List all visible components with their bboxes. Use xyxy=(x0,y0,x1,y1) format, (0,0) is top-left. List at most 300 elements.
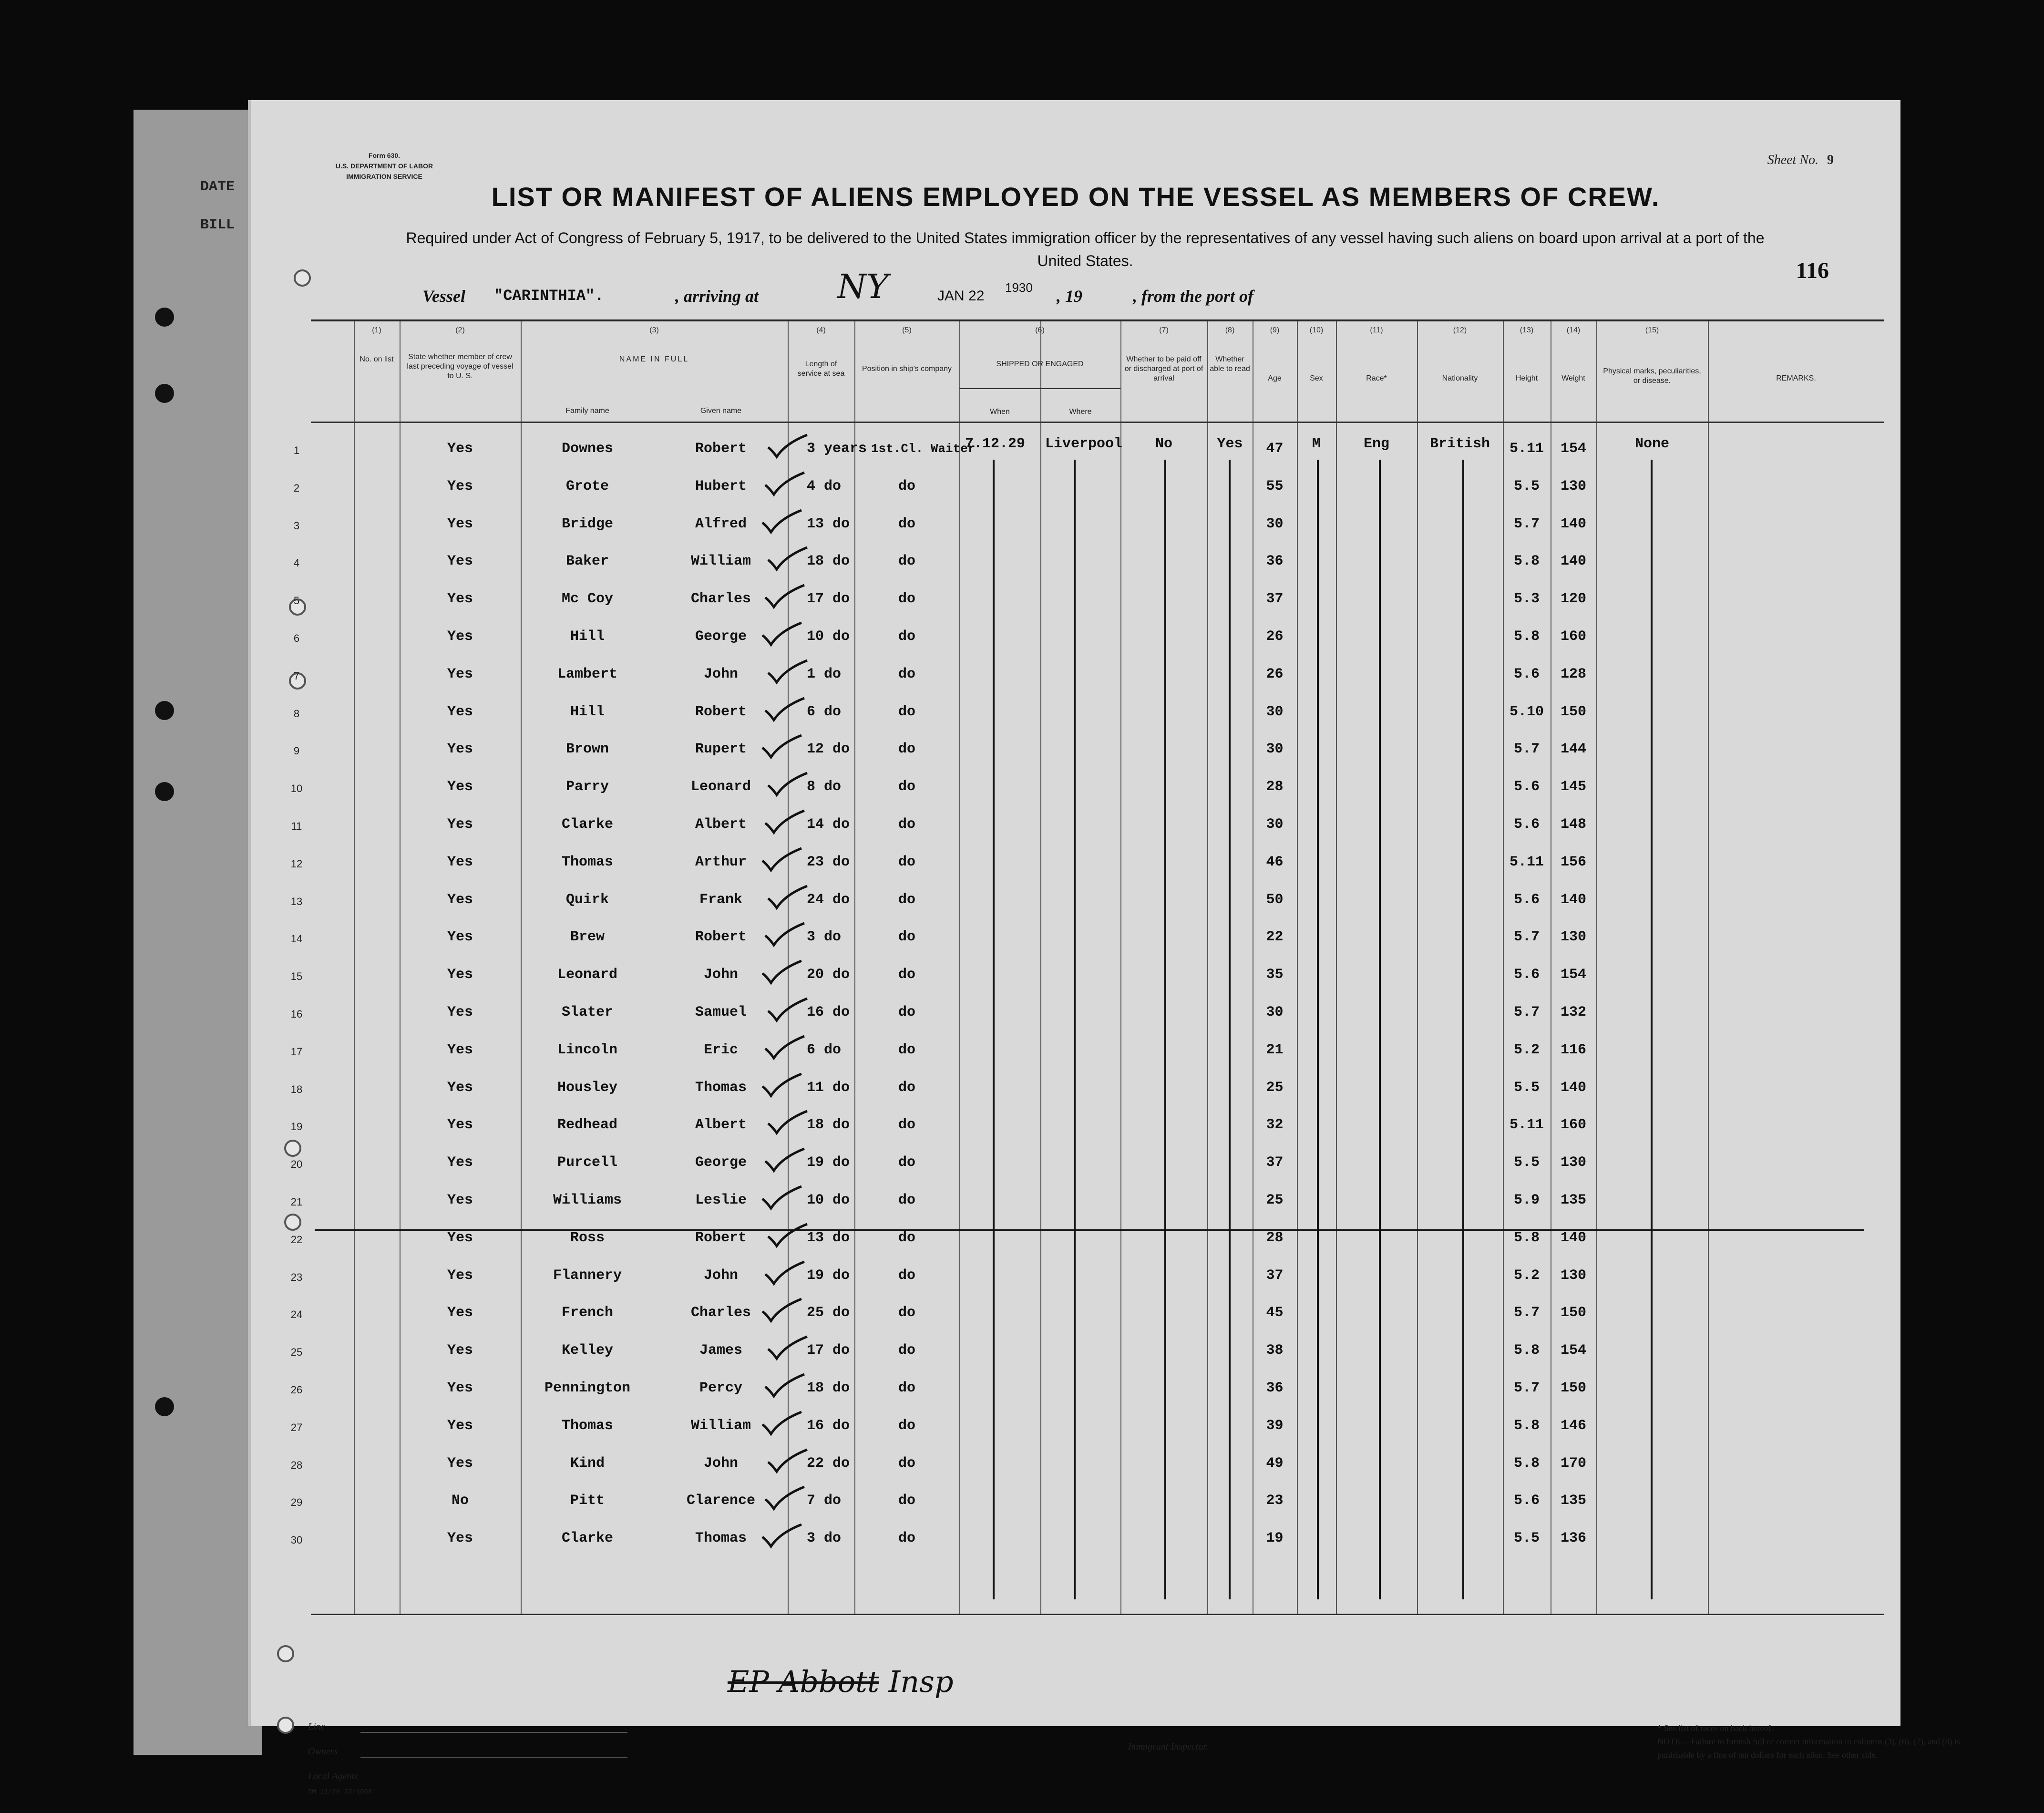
col-header-name: NAME IN FULL xyxy=(619,355,689,363)
cell-family: Williams xyxy=(553,1192,622,1208)
cell-service: 8 do xyxy=(807,779,842,795)
owners-label: Owners xyxy=(308,1746,338,1757)
cell-height: 5.8 xyxy=(1513,1342,1540,1359)
cell-given: Robert xyxy=(695,703,747,720)
table-row xyxy=(290,922,1884,959)
table-row xyxy=(293,734,1884,772)
col-num-11: (11) xyxy=(1370,326,1383,334)
row-number: 6 xyxy=(293,632,300,644)
cell-age: 37 xyxy=(1266,1154,1284,1171)
checkmark-icon xyxy=(760,1522,803,1550)
col-header-read: Whether able to read xyxy=(1210,355,1250,373)
cell-height: 5.2 xyxy=(1513,1267,1540,1284)
cell-weight: 150 xyxy=(1560,703,1586,720)
cell-age: 37 xyxy=(1266,591,1284,608)
cell-height: 5.6 xyxy=(1513,816,1540,833)
cell-given: John xyxy=(703,1267,738,1284)
cell-crew: Yes xyxy=(447,1530,473,1547)
cell-age: 21 xyxy=(1266,1041,1284,1058)
cell-age: 28 xyxy=(1266,779,1284,795)
cell-height: 5.8 xyxy=(1513,628,1540,645)
cell-crew: Yes xyxy=(447,741,473,758)
cell-given: Frank xyxy=(699,891,742,908)
cell-position: do xyxy=(898,891,915,908)
ditto-line xyxy=(1229,460,1231,1599)
cell-crew: Yes xyxy=(447,1041,473,1058)
cell-height: 5.5 xyxy=(1513,1154,1540,1171)
cell-service: 3 years xyxy=(807,441,867,457)
cell-crew: Yes xyxy=(447,478,473,494)
cell-given: Thomas xyxy=(695,1530,747,1547)
header-rule xyxy=(311,422,1884,423)
punch-hole xyxy=(155,782,174,801)
cell-family: Redhead xyxy=(557,1117,618,1133)
cell-crew: Yes xyxy=(447,1455,473,1472)
checkmark-icon xyxy=(760,507,803,536)
cell-crew: Yes xyxy=(447,1192,473,1208)
cell-age: 49 xyxy=(1266,1455,1284,1472)
cell-position: do xyxy=(898,1417,915,1434)
table-row xyxy=(290,1486,1884,1523)
binder-ring xyxy=(277,1645,294,1662)
cell-weight: 146 xyxy=(1560,1417,1586,1434)
col-num-4: (4) xyxy=(816,326,826,334)
cell-given: Leonard xyxy=(690,779,751,795)
cell-family: Brew xyxy=(570,929,605,946)
row-number: 11 xyxy=(291,820,302,832)
cell-weight: 140 xyxy=(1560,1079,1586,1096)
col-header-crew: State whether member of crew last preceding voyage of vessel to U. S. xyxy=(407,353,514,380)
cell-height: 5.7 xyxy=(1513,1305,1540,1321)
underlying-sheet xyxy=(134,110,262,1755)
cell-service: 18 do xyxy=(807,553,850,570)
cell-service: 19 do xyxy=(807,1154,850,1171)
cell-crew: Yes xyxy=(447,1004,473,1020)
cell-service: 19 do xyxy=(807,1267,850,1284)
row-number: 16 xyxy=(290,1008,303,1020)
page-subtitle: Required under Act of Congress of February 5, 1917, to be delivered to the United States immigration officer by the representatives of any vessel having such aliens on board upon arrival at a port of the United States. xyxy=(406,229,1765,269)
cell-weight: 156 xyxy=(1560,854,1586,870)
cell-weight: 154 xyxy=(1560,967,1586,983)
checkmark-icon xyxy=(763,470,806,498)
row-number: 4 xyxy=(293,557,300,569)
checkmark-icon xyxy=(766,658,809,686)
cell-weight: 132 xyxy=(1560,1004,1586,1020)
cell-weight: 150 xyxy=(1560,1305,1586,1321)
table-row xyxy=(290,1148,1884,1185)
cell-weight: 154 xyxy=(1560,441,1586,457)
table-row xyxy=(290,1073,1884,1110)
cell-given: John xyxy=(703,1455,738,1472)
cell-crew: Yes xyxy=(447,703,473,720)
cell-height: 5.8 xyxy=(1513,1417,1540,1434)
cell-weight: 140 xyxy=(1560,891,1586,908)
cell-height: 5.7 xyxy=(1513,929,1540,946)
cell-service: 4 do xyxy=(807,478,842,494)
cell-weight: 136 xyxy=(1560,1530,1586,1547)
cell-family: Quirk xyxy=(565,891,609,908)
notes xyxy=(1657,1721,1962,1761)
cell-family: Housley xyxy=(557,1079,618,1096)
checkmark-icon xyxy=(760,732,803,761)
cell-service: 10 do xyxy=(807,628,850,645)
punch-hole xyxy=(155,1397,174,1416)
table-row xyxy=(290,1035,1884,1072)
row-number: 13 xyxy=(290,895,303,907)
checkmark-icon xyxy=(766,545,809,573)
cell-family: Thomas xyxy=(561,854,614,870)
race: Eng xyxy=(1363,436,1389,452)
nationality: British xyxy=(1429,436,1490,452)
cell-crew: Yes xyxy=(447,854,473,870)
col-num-9: (9) xyxy=(1270,326,1280,334)
cell-age: 45 xyxy=(1266,1305,1284,1321)
checkmark-icon xyxy=(760,620,803,649)
checkmark-icon xyxy=(766,1221,809,1250)
sex: M xyxy=(1312,436,1321,452)
cell-weight: 170 xyxy=(1560,1455,1586,1472)
cell-service: 13 do xyxy=(807,1229,850,1246)
cell-family: Slater xyxy=(561,1004,614,1020)
checkmark-icon xyxy=(760,1296,803,1325)
row-number: 29 xyxy=(290,1496,303,1509)
cell-weight: 160 xyxy=(1560,1117,1586,1133)
cell-crew: Yes xyxy=(447,666,473,682)
table-row xyxy=(293,659,1884,697)
cell-family: Clarke xyxy=(561,816,614,833)
col-header-remarks: REMARKS. xyxy=(1776,374,1816,382)
cell-weight: 120 xyxy=(1560,591,1586,608)
row-number: 27 xyxy=(290,1421,303,1433)
cell-family: Brown xyxy=(565,741,609,758)
crew-table xyxy=(290,319,1884,1615)
cell-height: 5.11 xyxy=(1509,1117,1544,1133)
shipped-where: Liverpool xyxy=(1045,436,1123,452)
col-header-given: Given name xyxy=(700,407,742,415)
col-num-12: (12) xyxy=(1453,326,1467,334)
cell-service: 10 do xyxy=(807,1192,850,1208)
cell-service: 18 do xyxy=(807,1380,850,1396)
cell-service: 3 do xyxy=(807,929,842,946)
table-row xyxy=(290,885,1884,922)
cell-age: 25 xyxy=(1266,1079,1284,1096)
cell-crew: Yes xyxy=(447,1380,473,1396)
cell-age: 26 xyxy=(1266,666,1284,682)
cell-position: do xyxy=(898,1229,915,1246)
table-row xyxy=(290,1110,1884,1147)
checkmark-icon xyxy=(760,958,803,987)
cell-height: 5.6 xyxy=(1513,666,1540,682)
cell-family: Lambert xyxy=(557,666,618,682)
physical-marks: None xyxy=(1634,436,1669,452)
line-rule xyxy=(360,1732,627,1733)
table-row xyxy=(290,1261,1884,1298)
cell-crew: No xyxy=(451,1493,469,1509)
checkmark-icon xyxy=(763,1033,806,1062)
cell-crew: Yes xyxy=(447,628,473,645)
cell-family: Hill xyxy=(570,703,605,720)
table-row xyxy=(290,1373,1884,1411)
form-number: Form 630. xyxy=(368,152,401,159)
col-header-where: Where xyxy=(1069,408,1092,416)
cell-family: Leonard xyxy=(557,967,618,983)
row-number: 8 xyxy=(293,707,300,720)
col-num-13: (13) xyxy=(1520,326,1534,334)
row-number: 3 xyxy=(293,519,300,532)
table-row xyxy=(290,1524,1884,1561)
col-header-age: Age xyxy=(1268,374,1282,382)
cell-given: Albert xyxy=(695,1117,747,1133)
sheet-number-label xyxy=(1767,153,1834,168)
cell-family: Lincoln xyxy=(557,1041,618,1058)
cell-given: Leslie xyxy=(695,1192,747,1208)
cell-position: do xyxy=(898,1267,915,1284)
checkmark-icon xyxy=(766,1334,809,1362)
cell-height: 5.8 xyxy=(1513,553,1540,570)
checkmark-icon xyxy=(763,808,806,836)
cell-weight: 140 xyxy=(1560,553,1586,570)
col-header-when: When xyxy=(990,408,1010,416)
cell-crew: Yes xyxy=(447,929,473,946)
punch-hole xyxy=(155,308,174,327)
cell-age: 39 xyxy=(1266,1417,1284,1434)
cell-crew: Yes xyxy=(447,779,473,795)
fine-note: NOTE.—Failure to furnish full or correct information in columns (3), (6), (7), and (8) is punishable by a fine of ten dollars for each alien. See other side. xyxy=(1657,1737,1960,1760)
row-number: 26 xyxy=(290,1384,303,1396)
checkmark-icon xyxy=(763,1484,806,1513)
edge-text-bill: BILL xyxy=(200,217,235,233)
cell-service: 11 do xyxy=(807,1079,850,1096)
table-row xyxy=(293,622,1884,659)
cell-age: 28 xyxy=(1266,1229,1284,1246)
cell-age: 22 xyxy=(1266,929,1284,946)
cell-height: 5.8 xyxy=(1513,1455,1540,1472)
cell-weight: 116 xyxy=(1560,1041,1586,1058)
row-number: 23 xyxy=(290,1271,303,1283)
binder-ring xyxy=(294,269,311,287)
cell-crew: Yes xyxy=(447,1417,473,1434)
cell-crew: Yes xyxy=(447,891,473,908)
checkmark-icon xyxy=(766,1447,809,1475)
cell-family: Kind xyxy=(570,1455,605,1472)
col-header-sex: Sex xyxy=(1310,374,1323,382)
checkmark-icon xyxy=(766,996,809,1024)
checkmark-icon xyxy=(760,1184,803,1212)
cell-weight: 154 xyxy=(1560,1342,1586,1359)
cell-given: Charles xyxy=(690,591,751,608)
cell-given: Hubert xyxy=(695,478,747,494)
cell-given: Alfred xyxy=(695,515,747,532)
cell-age: 55 xyxy=(1266,478,1284,494)
ditto-line xyxy=(1164,460,1166,1599)
cell-service: 24 do xyxy=(807,891,850,908)
cell-age: 50 xyxy=(1266,891,1284,908)
cell-height: 5.11 xyxy=(1509,854,1544,870)
checkmark-icon xyxy=(760,845,803,874)
checkmark-icon xyxy=(766,883,809,912)
cell-age: 47 xyxy=(1266,441,1284,457)
cell-position: do xyxy=(898,1530,915,1547)
cell-given: Arthur xyxy=(695,854,747,870)
cell-position: do xyxy=(898,1117,915,1133)
cell-service: 18 do xyxy=(807,1117,850,1133)
cell-position: do xyxy=(898,1342,915,1359)
cell-service: 17 do xyxy=(807,1342,850,1359)
vessel-label: Vessel xyxy=(422,287,465,306)
cell-given: Robert xyxy=(695,929,747,946)
cell-position: do xyxy=(898,741,915,758)
cell-height: 5.6 xyxy=(1513,967,1540,983)
checkmark-icon xyxy=(763,1146,806,1174)
department: U.S. DEPARTMENT OF LABOR xyxy=(335,162,433,170)
col-num-5: (5) xyxy=(902,326,912,334)
row-number: 30 xyxy=(290,1534,303,1546)
table-row xyxy=(290,1298,1884,1335)
binder-ring xyxy=(277,1717,294,1734)
cell-given: Rupert xyxy=(695,741,747,758)
checkmark-icon xyxy=(766,770,809,799)
row-number: 19 xyxy=(290,1121,303,1133)
cell-family: Pitt xyxy=(570,1493,605,1509)
col-header-height: Height xyxy=(1515,374,1538,382)
table-row xyxy=(293,546,1884,584)
table-row xyxy=(290,847,1884,885)
ditto-line xyxy=(1651,460,1653,1599)
cell-family: Hill xyxy=(570,628,605,645)
cell-crew: Yes xyxy=(447,1342,473,1359)
arriving-label: , arriving at xyxy=(675,287,759,306)
cell-crew: Yes xyxy=(447,1229,473,1246)
sheet-label-text: Sheet No. xyxy=(1767,153,1818,167)
col-num-3: (3) xyxy=(649,326,659,334)
cell-given: Robert xyxy=(695,1229,747,1246)
row-number: 1 xyxy=(293,444,300,456)
cell-age: 30 xyxy=(1266,1004,1284,1020)
cell-position: do xyxy=(898,591,915,608)
ditto-line xyxy=(1379,460,1381,1599)
cell-weight: 148 xyxy=(1560,816,1586,833)
agents-label: Local Agents xyxy=(308,1771,358,1782)
cell-service: 16 do xyxy=(807,1004,850,1020)
cell-service: 6 do xyxy=(807,1041,842,1058)
punch-hole xyxy=(155,701,174,720)
cell-weight: 140 xyxy=(1560,1229,1586,1246)
cell-height: 5.8 xyxy=(1513,1229,1540,1246)
row-number: 14 xyxy=(290,933,303,945)
cell-service: 22 do xyxy=(807,1455,850,1472)
checkmark-icon xyxy=(760,1409,803,1438)
cell-given: William xyxy=(690,1417,751,1434)
cell-position: do xyxy=(898,515,915,532)
cell-position: do xyxy=(898,967,915,983)
cell-given: Albert xyxy=(695,816,747,833)
cell-position: do xyxy=(898,666,915,682)
table-row xyxy=(293,584,1884,621)
row-number: 15 xyxy=(290,970,303,983)
row-number: 5 xyxy=(293,595,300,607)
table-row xyxy=(290,1185,1884,1223)
col-num-1: (1) xyxy=(372,326,381,334)
checkmark-icon xyxy=(763,1371,806,1400)
col-num-8: (8) xyxy=(1225,326,1235,334)
cell-age: 30 xyxy=(1266,741,1284,758)
cell-weight: 130 xyxy=(1560,1154,1586,1171)
page-title: LIST OR MANIFEST OF ALIENS EMPLOYED ON THE VESSEL AS MEMBERS OF CREW. xyxy=(491,182,1660,212)
cell-height: 5.6 xyxy=(1513,779,1540,795)
cell-position: do xyxy=(898,816,915,833)
cell-service: 12 do xyxy=(807,741,850,758)
cell-service: 23 do xyxy=(807,854,850,870)
cell-weight: 144 xyxy=(1560,741,1586,758)
able-to-read: Yes xyxy=(1217,436,1243,452)
cell-height: 5.7 xyxy=(1513,515,1540,532)
punch-hole xyxy=(155,384,174,403)
cell-position: do xyxy=(898,1004,915,1020)
table-row xyxy=(290,998,1884,1035)
shipped-when: 7.12.29 xyxy=(965,436,1026,452)
cell-age: 30 xyxy=(1266,515,1284,532)
checkmark-icon xyxy=(766,1108,809,1137)
cell-family: Thomas xyxy=(561,1417,614,1434)
paid-off: No xyxy=(1155,436,1172,452)
cell-height: 5.7 xyxy=(1513,741,1540,758)
cell-position: do xyxy=(898,478,915,494)
cell-position: do xyxy=(898,1041,915,1058)
checkmark-icon xyxy=(763,582,806,611)
row-number: 17 xyxy=(290,1045,303,1058)
col-header-nationality: Nationality xyxy=(1442,374,1478,382)
cell-given: George xyxy=(695,1154,747,1171)
date-stamp: JAN 22 xyxy=(937,288,985,304)
row-number: 22 xyxy=(290,1233,303,1246)
owners-rule xyxy=(360,1757,627,1758)
col-header-service: Length of service at sea xyxy=(797,360,845,378)
ditto-line xyxy=(1317,460,1319,1599)
cell-service: 25 do xyxy=(807,1305,850,1321)
sheet-number: 9 xyxy=(1827,153,1834,167)
checkmark-icon xyxy=(766,432,809,461)
vessel-name: "CARINTHIA". xyxy=(494,287,604,305)
cell-crew: Yes xyxy=(447,1267,473,1284)
row-number: 9 xyxy=(293,745,300,757)
cell-height: 5.7 xyxy=(1513,1004,1540,1020)
table-row xyxy=(293,697,1884,734)
form-code: 5M 11/29 23/1068 xyxy=(308,1788,372,1796)
cell-age: 19 xyxy=(1266,1530,1284,1547)
cell-age: 37 xyxy=(1266,1267,1284,1284)
table-row xyxy=(290,1411,1884,1448)
cell-crew: Yes xyxy=(447,1117,473,1133)
year-prefix: , 19 xyxy=(1057,287,1082,306)
checkmark-icon xyxy=(760,1071,803,1100)
form-header xyxy=(308,150,461,182)
cell-weight: 145 xyxy=(1560,779,1586,795)
cell-weight: 135 xyxy=(1560,1493,1586,1509)
cell-weight: 135 xyxy=(1560,1192,1586,1208)
service: IMMIGRATION SERVICE xyxy=(346,173,422,180)
col-num-6: (6) xyxy=(1035,326,1045,334)
col-num-15: (15) xyxy=(1645,326,1659,334)
cell-position: do xyxy=(898,1154,915,1171)
cell-given: William xyxy=(690,553,751,570)
cell-service: 7 do xyxy=(807,1493,842,1509)
cell-service: 17 do xyxy=(807,591,850,608)
cell-given: John xyxy=(703,666,738,682)
race-note: * See list of races on back hereof. xyxy=(1657,1723,1773,1733)
col-header-paid-off: Whether to be paid off or discharged at port of arrival xyxy=(1124,355,1203,382)
cell-position: do xyxy=(898,854,915,870)
cell-given: Clarence xyxy=(686,1493,756,1509)
